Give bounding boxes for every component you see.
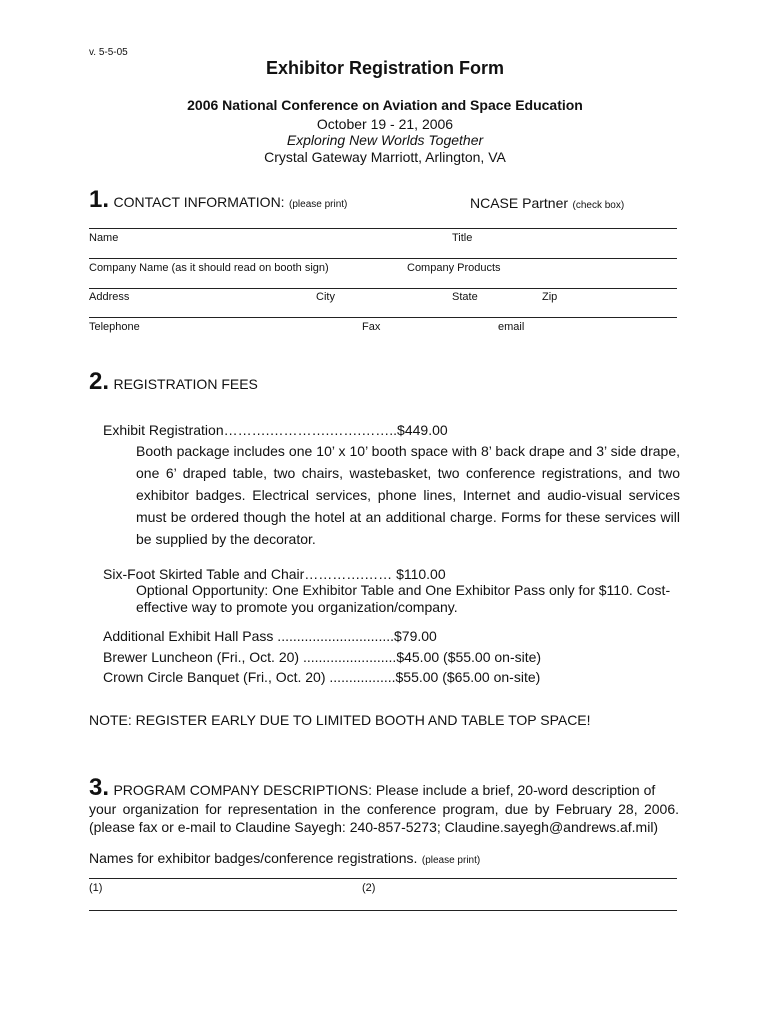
zip-label: Zip: [542, 291, 558, 303]
email-label: email: [498, 321, 525, 333]
telephone-line[interactable]: [89, 317, 677, 318]
telephone-label: Telephone: [89, 321, 140, 333]
section3-header: [89, 774, 680, 802]
address-label: Address: [89, 291, 130, 303]
conference-venue: Crystal Gateway Marriott, Arlington, VA: [264, 149, 506, 165]
badges-label: Names for exhibitor badges/conference registrations.: [89, 850, 418, 866]
early-registration-note: NOTE: REGISTER EARLY DUE TO LIMITED BOOTH AND TABLE TOP SPACE!: [89, 712, 591, 728]
badge-line-1[interactable]: [89, 878, 677, 879]
table-fee: Six-Foot Skirted Table and Chair………….…… $110.00: [103, 566, 446, 582]
ncase-partner[interactable]: [470, 195, 624, 213]
fax-label: Fax: [362, 321, 381, 333]
exhibit-registration-fee: Exhibit Registration……….………….…….……..$449.00: [103, 422, 448, 438]
company-line[interactable]: [89, 258, 677, 259]
badge-slot-1: (1): [89, 882, 103, 894]
ncase-partner-label: NCASE Partner: [470, 195, 569, 211]
banquet-fee: Crown Circle Banquet (Fri., Oct. 20) .................$55.00 ($65.00 on-site): [103, 669, 541, 685]
hall-pass-fee: Additional Exhibit Hall Pass ..............................$79.00: [103, 628, 437, 644]
section1-number: 1.: [89, 186, 110, 213]
city-label: City: [316, 291, 335, 303]
conference-dates: October 19 - 21, 2006: [316, 116, 454, 132]
badges-header: [89, 850, 480, 868]
luncheon-fee: Brewer Luncheon (Fri., Oct. 20) ........................$45.00 ($55.00 on-site): [103, 649, 542, 665]
name-label: Name: [89, 232, 119, 244]
state-label: State: [452, 291, 478, 303]
section3-description: your organization for representation in the conference program, due by February 28, 2006. (please fax or e-mail to Claudine Sayegh: 240-857-5273; Claudine.sayegh@andrews.af.mil): [89, 801, 679, 835]
badges-note: (please print): [421, 855, 481, 866]
section3-number: 3.: [89, 774, 110, 801]
table-description: Optional Opportunity: One Exhibitor Table and One Exhibitor Pass only for $110. Cost-effective way to promote you organization/company.: [136, 582, 671, 615]
form-title: Exhibitor Registration Form: [265, 58, 505, 78]
company-name-label: Company Name (as it should read on booth sign): [89, 262, 329, 274]
conference-name: 2006 National Conference on Aviation and Space Education: [187, 97, 583, 113]
address-line[interactable]: [89, 288, 677, 289]
name-line[interactable]: [89, 228, 677, 229]
company-products-label: Company Products: [407, 262, 501, 274]
version-label: v. 5-5-05: [89, 47, 128, 58]
section1-heading: CONTACT INFORMATION:: [113, 194, 285, 210]
badge-line-2[interactable]: [89, 910, 677, 911]
section2-heading: REGISTRATION FEES: [113, 376, 258, 392]
title-label: Title: [452, 232, 473, 244]
badge-slot-2: (2): [362, 882, 376, 894]
section2-header: [89, 368, 258, 396]
ncase-partner-note: (check box): [572, 200, 625, 211]
exhibit-description: Booth package includes one 10’ x 10’ booth space with 8’ back drape and 3’ side drape, one 6’ draped table, two chairs, wastebasket, two conference registrations, and two exhibitor badges. Electrical services, phone lines, Internet and audio-visual services must be ordered though the hotel at an additional charge. Forms for these services will be supplied by the decorator.: [136, 443, 680, 547]
section3-heading: PROGRAM COMPANY DESCRIPTIONS: Please include a brief, 20-word description of: [113, 782, 656, 798]
section2-number: 2.: [89, 368, 110, 395]
section1-header: [89, 186, 347, 214]
section1-note: (please print): [289, 199, 348, 210]
conference-theme: Exploring New Worlds Together: [286, 132, 484, 148]
